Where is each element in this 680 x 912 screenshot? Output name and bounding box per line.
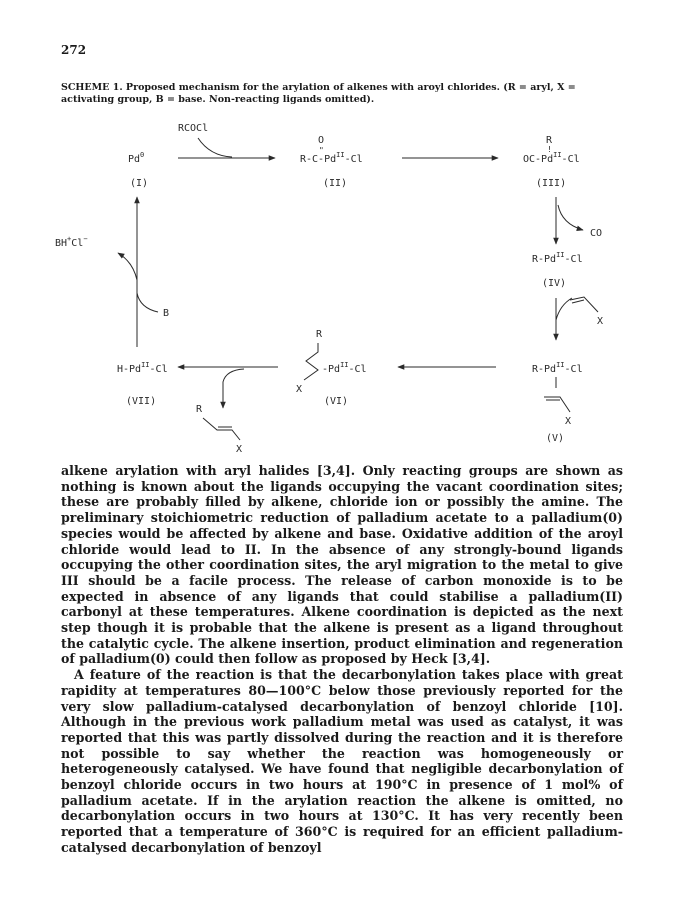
product-x: X (236, 444, 243, 455)
bh-release-curve (118, 253, 137, 280)
compound-IV: $R-Pd^{II}-Cl$ (532, 251, 583, 265)
product-alkene (203, 418, 240, 440)
scheme-caption: SCHEME 1. Proposed mechanism for the arylation of alkenes with aroyl chlorides. (R = aryl, X = activating group, B = base. Non-reacting ligands omitted). (61, 82, 576, 105)
alkene-V (544, 397, 570, 412)
label-II: (II) (323, 178, 348, 189)
reagent-curve (198, 138, 232, 157)
alkene-entry-curve (556, 298, 572, 320)
base-b: B (163, 308, 170, 319)
compound-VI-skeleton (304, 343, 318, 380)
compound-VI: $-Pd^{II}-Cl$ (322, 361, 367, 375)
co-release-curve (558, 205, 583, 230)
page-number: 272 (61, 43, 87, 57)
compound-V: $R-Pd^{II}-Cl$ (532, 361, 583, 375)
pd0-compound: Pd$^0$ (128, 151, 145, 165)
alkene-IV-double (572, 300, 584, 303)
alkene-IV-x: X (597, 316, 604, 327)
compound-II-oxygen: O (318, 135, 325, 146)
compound-VI-r: R (316, 329, 323, 340)
compound-III-bond: ! (547, 145, 552, 154)
alkene-IV (570, 297, 598, 312)
alkene-V-x: X (565, 416, 572, 427)
product-release-curve (223, 369, 244, 408)
paragraph-2: A feature of the reaction is that the decarbonylation takes place with great rapidity at temperatures 80—100°C below those previously reported for the very slow palladium-catalysed decarbonylation of benzoyl chloride [10]. Although in the previous work palladium metal was used as catalyst, it was reported that this was partly dissolved during the reaction and it is therefore not possible to say whether the reaction was homogeneously or heterogeneously catalysed. We have found that negligible decarbonylation of benzoyl chloride occurs in two hours at 190°C in presence of 1 mol% of palladium acetate. If in the arylation reaction the alkene is omitted, no decarbonylation occurs in two hours at 130°C. It has very recently been reported that a temperature of 360°C is required for an efficient palladium-catalysed decarbonylation of benzoyl (61, 667, 623, 855)
carbon-monoxide: CO (590, 228, 603, 239)
label-VI: (VI) (324, 396, 349, 407)
product-r: R (196, 404, 203, 415)
reagent-rcocl: RCOCl (178, 123, 209, 134)
base-curve (137, 293, 158, 312)
label-IV: (IV) (542, 278, 567, 289)
compound-VII: $H-Pd^{II}-Cl$ (117, 361, 168, 375)
compound-II: $R-C-Pd^{II}-Cl$ (300, 151, 363, 165)
label-I: (I) (130, 178, 149, 189)
bh-cl-salt: BH+Cl− (55, 235, 88, 249)
body-text (61, 463, 623, 856)
compound-III-r: R (546, 135, 553, 146)
compound-III: $OC-Pd^{II}-Cl$ (523, 151, 580, 165)
compound-VI-x: X (296, 384, 303, 395)
paragraph-1: alkene arylation with aryl halides [3,4]. Only reacting groups are shown as nothing is known about the ligands occupying the vacant coordination sites; these are probably filled by alkene, chloride ion or possibly the amine. The preliminary stoichiometric reduction of palladium acetate to a palladium(0) species would be affected by alkene and base. Oxidative addition of the aroyl chloride would lead to II. In the absence of any strongly-bound ligands occupying the other coordination sites, the aryl migration to the metal to give III should be a facile process. The release of carbon monoxide is to be expected in absence of any ligands that could stabilise a palladium(II) carbonyl at these temperatures. Alkene coordination is depicted as the next step though it is probable that the alkene is present as a ligand throughout the catalytic cycle. The alkene insertion, product elimination and regeneration of palladium(0) could then follow as proposed by Heck [3,4]. (61, 463, 623, 667)
compound-II-double-bond: " (319, 146, 324, 155)
label-III: (III) (536, 178, 567, 189)
label-V: (V) (546, 433, 565, 444)
label-VII: (VII) (126, 396, 157, 407)
